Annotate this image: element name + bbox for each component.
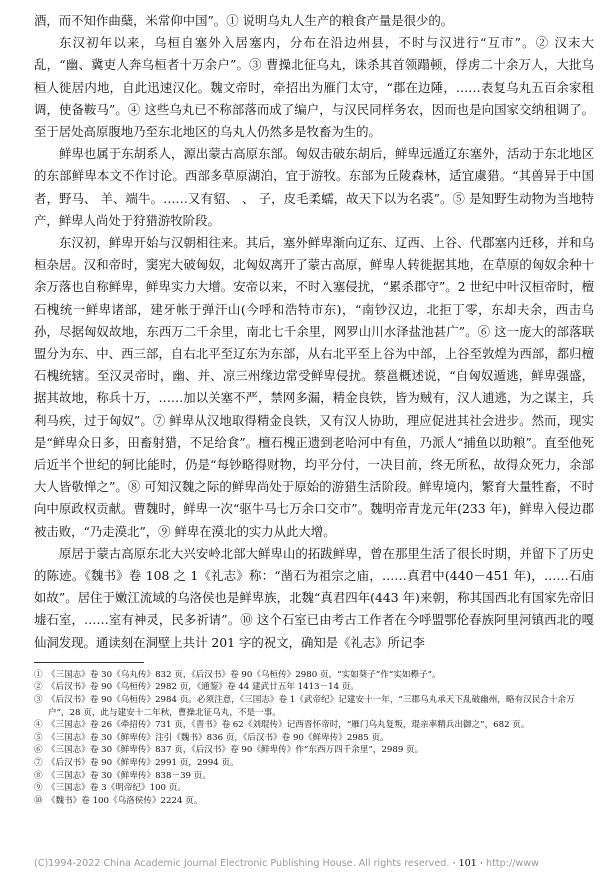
footnote-separator — [34, 662, 144, 663]
body-paragraph: 原居于蒙古高原东北大兴安岭北部大鲜卑山的拓跋鲜卑，曾在那里生活了很长时期，并留下了历史的陈迹。《魏书》卷 108 之 1《礼志》称：“凿石为祖宗之庙，……真君中(440－451 年)，……石庙如故”。居住于嫩江流域的乌洛侯也是鲜卑族，北魏“真君四年(443 年)来朝，称其国西北有国家先帝旧墟石室，……室有神灵，民多祈请”。⑩ 这个石室已由考古工作者在今呼盟鄂伦春族阿里河镇西北的嘎仙洞发现。通读刻在洞壁上共计 201 字的祝文，确知是《礼志》所记李 — [34, 545, 594, 650]
body-paragraph: 酒，而不知作曲蘖，米常仰中国”。① 说明乌丸人生产的粮食产量是很少的。 — [34, 13, 454, 28]
article-page — [34, 10, 594, 807]
page-footer — [34, 858, 606, 869]
footnote: ③ 《后汉书》卷 90《乌桓传》2984 页。必须注意，《三国志》卷 1《武帝纪》记建安十一年，“三郡乌丸承天下乱破幽州，略有汉民合十余万户”，28 页，此与建安十二年秋，曹操北征乌丸，不是一事。 — [34, 695, 575, 718]
footnote: ⑥ 《三国志》卷 30《鲜卑传》837 页，《后汉书》卷 90《鲜卑传》作“东西万四千余里”，2989 页。 — [34, 745, 424, 756]
footnote: ① 《三国志》卷 30《乌丸传》832 页，《后汉书》卷 90《乌桓传》2980 页，“实如葵子”作“实如穄子”。 — [34, 669, 441, 680]
footnote: ② 《后汉书》卷 90《乌桓传》2982 页，《通鉴》卷 44 建武廿五年 1413－14 页。 — [34, 682, 359, 693]
footer-url: http://www — [486, 858, 539, 869]
footnote: ⑧ 《三国志》卷 30《鲜卑传》838－39 页。 — [34, 770, 211, 781]
footnote: ⑦ 《后汉书》卷 90《鲜卑传》2991 页，2994 页。 — [34, 758, 239, 769]
body-paragraph: 鲜卑也属于东胡系人，源出蒙古高原东部。匈奴击破东胡后，鲜卑远遁辽东塞外，活动于东北地区的东部鲜卑本文不作讨论。西部多草原湖泊，宜于游牧。东部为丘陵森林，适宜虞猎。“其兽异于中国者，野马、 羊、端牛。……又有貂、 、 子，皮毛柔蠕，故天下以为名裘”。⑤ 是知野生动物为当地特产，鲜卑人尚处于狩猎游牧阶段。 — [34, 146, 594, 228]
body-paragraph: 东汉初年以来，乌桓自塞外入居塞内，分布在沿边州县，不时与汉进行“互市”。② 汉末大乱，“幽、冀吏人奔乌桓者十万余户”。③ 曹操北征乌丸，诛杀其首领蹋顿，俘虏二十余万人，大批乌桓人徙居内地，自此迅速汉化。魏文帝时，牵招出为雁门太守，“郡在边陲，……表复乌丸五百余家租调，使备鞍马”。④ 这些乌丸已不称部落而成了编户，与汉民同样务农，因而也是向国家交纳租调了。至于居处高原腹地乃至东北地区的乌丸人仍然多是牧畜为生的。 — [34, 35, 594, 140]
copyright-notice: (C)1994-2022 China Academic Journal Electronic Publishing House. All rights reserved. — [34, 858, 450, 869]
footnotes — [34, 669, 594, 808]
footnote: ⑤ 《三国志》卷 30《鲜卑传》注引《魏书》836 页，《后汉书》卷 90《鲜卑传》2985 页。 — [34, 732, 389, 743]
page-number: · 101 · — [452, 858, 483, 869]
body-paragraph: 东汉初，鲜卑开始与汉朝相往来。其后，塞外鲜卑渐向辽东、辽西、上谷、代郡塞内迁移，并和乌桓杂居。汉和帝时，窦宪大破匈奴，北匈奴离开了蒙古高原，鲜卑人转徙据其地，在草原的匈奴余种十余万落也自称鲜卑，鲜卑实力大增。安帝以来，不时入塞侵扰，“累杀郡守”。2 世纪中叶汉桓帝时，檀石槐统一鲜卑诸部，建牙帐于弹汗山(今呼和浩特市东)，“南钞汉边，北拒丁零，东却夫余，西击乌孙，尽据匈奴故地，东西万二千余里，南北七千余里，网罗山川水泽盐池甚广”。⑥ 这一庞大的部落联盟分为东、中、西三部，自右北平至辽东为东部，从右北平至上谷为中部，上谷至敦煌为西部，都归檀石槐统辖。至汉灵帝时，幽、并、凉三州缘边常受鲜卑侵扰。蔡邕概述说，“自匈奴遁逃，鲜卑强盛，据其故地，称兵十万，……加以关塞不严，禁网多漏，精金良铁，皆为贼有，汉人逋逃，为之谋主，兵利马疾，过于匈奴”。⑦ 鲜卑从汉地取得精金良铁，又有汉人协助，理应促进其社会进步。然而，现实是“鲜卑众日多，田畜射猎，不足给食”。檀石槐正遗到老哈河中有鱼，乃派人“捕鱼以助粮”。直至他死后近半个世纪的轲比能时，仍是“每钞略得财物，均平分付，一决目前，终无所私，故得众死力，余部大人皆敬惮之”。⑧ 可知汉魏之际的鲜卑尚处于原始的游猎生活阶段。鲜卑境内，繁育大量牲畜，不时向中原政权贡献。曹魏时，鲜卑一次“驱牛马七万余口交市”。魏明帝青龙元年(233 年)，鲜卑入侵边郡被击败，“乃走漠北”，⑨ 鲜卑在漠北的实力从此大增。 — [34, 235, 594, 539]
footnote: ⑩ 《魏书》卷 100《乌洛侯传》2224 页。 — [34, 795, 203, 806]
footnote: ⑨ 《三国志》卷 3《明帝纪》100 页。 — [34, 783, 186, 794]
footnote: ④ 《三国志》卷 26《牵招传》731 页，《晋书》卷 62《刘琨传》记西晋怀帝时，“雁门乌丸复叛，琨亲率精兵出御之”，682 页。 — [34, 720, 530, 731]
